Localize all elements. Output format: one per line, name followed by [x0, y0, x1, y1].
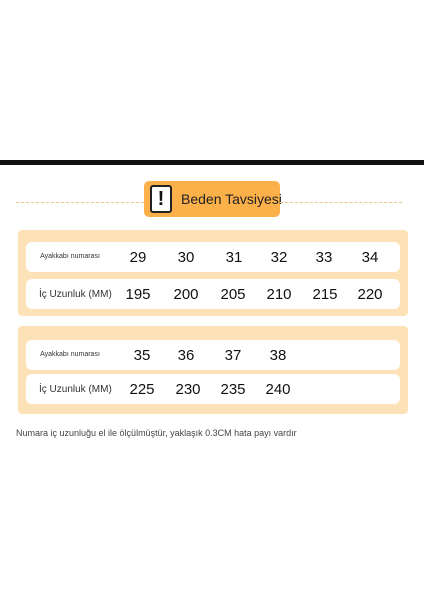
length-cell: 195 — [125, 285, 151, 303]
length-cell: 205 — [220, 285, 246, 303]
top-divider — [0, 160, 424, 165]
size-table-1 — [18, 230, 408, 316]
length-cell: 225 — [129, 380, 155, 398]
size-cell: 34 — [361, 248, 379, 266]
length-row-label: İç Uzunluk (MM) — [39, 288, 112, 300]
size-cell: 33 — [315, 248, 333, 266]
size-cell: 38 — [269, 346, 287, 364]
length-row — [26, 374, 400, 404]
length-cell: 200 — [173, 285, 199, 303]
section-header — [0, 181, 424, 219]
exclamation-icon: ! — [150, 185, 172, 213]
size-row-label: Ayakkabı numarası — [40, 253, 100, 260]
size-cell: 31 — [225, 248, 243, 266]
length-cell: 240 — [265, 380, 291, 398]
length-row-label: İç Uzunluk (MM) — [39, 383, 112, 395]
length-cell: 235 — [220, 380, 246, 398]
length-row — [26, 279, 400, 309]
size-cell: 30 — [177, 248, 195, 266]
length-cell: 215 — [312, 285, 338, 303]
length-cell: 210 — [266, 285, 292, 303]
title-badge — [144, 181, 280, 217]
length-cell: 220 — [357, 285, 383, 303]
size-cell: 32 — [270, 248, 288, 266]
page-title: Beden Tavsiyesi — [181, 191, 282, 207]
size-cell: 37 — [224, 346, 242, 364]
size-cell: 36 — [177, 346, 195, 364]
size-row-label: Ayakkabı numarası — [40, 351, 100, 358]
size-table-2 — [18, 326, 408, 414]
size-row — [26, 242, 400, 272]
size-cell: 29 — [129, 248, 147, 266]
size-row — [26, 340, 400, 370]
length-cell: 230 — [175, 380, 201, 398]
measurement-note: Numara iç uzunluğu el ile ölçülmüştür, yaklaşık 0.3CM hata payı vardır — [16, 428, 297, 438]
dashed-line-right — [280, 202, 402, 203]
size-cell: 35 — [133, 346, 151, 364]
dashed-line-left — [16, 202, 144, 203]
